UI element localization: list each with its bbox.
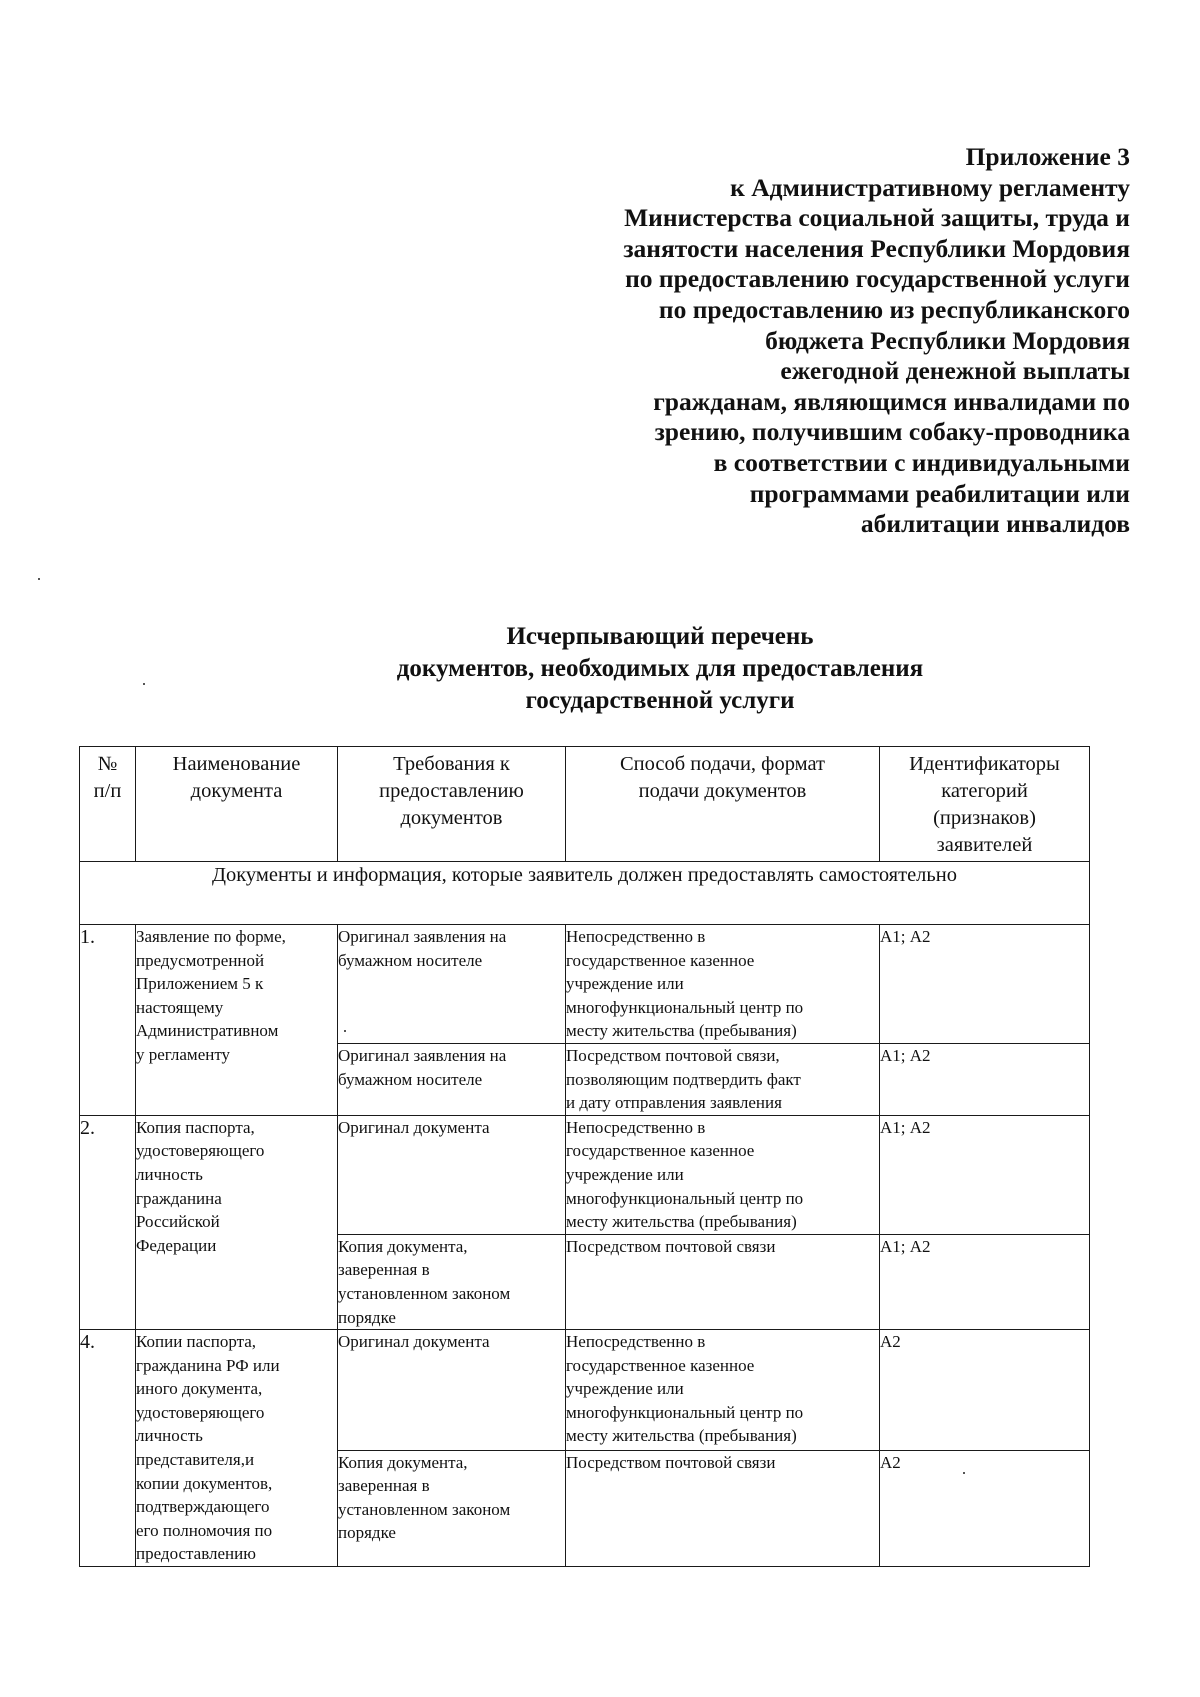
method-cell: Посредством почтовой связи, позволяющим подтвердить факт и дату отправления заявления [566,1043,880,1115]
appendix-line: по предоставлению из республиканского [658,294,1130,324]
table-row [80,1115,1090,1234]
ids-cell: А1; А2 [880,1234,1090,1329]
requirement-cell: Копия документа, заверенная в установленном законом порядке [338,1450,566,1566]
appendix-line: гражданам, являющимся инвалидами по [653,386,1130,416]
requirement-cell: Оригинал документа [338,1330,566,1450]
ids-cell: А1; А2 [880,1043,1090,1115]
row-number: 1. [80,925,136,1116]
header-requirements: Требования к предоставлению документов [338,747,566,862]
appendix-line: программами реабилитации или [749,478,1130,508]
appendix-line: бюджета Республики Мордовия [765,325,1130,355]
appendix-line: зрению, получившим собаку-проводника [654,417,1130,447]
section-title: Документы и информация, которые заявитель должен предоставлять самостоятельно [80,862,1090,925]
document-name: Копия паспорта, удостоверяющего личность гражданина Российской Федерации [136,1115,338,1329]
scan-speck [143,683,145,685]
method-cell: Посредством почтовой связи [566,1450,880,1566]
row-number: 4. [80,1330,136,1567]
table-row [80,1330,1090,1450]
appendix-line: занятости населения Республики Мордовия [623,233,1130,263]
requirement-cell: Оригинал заявления на бумажном носителе [338,1043,566,1115]
document-name: Копии паспорта, гражданина РФ или иного документа, удостоверяющего личность представителя,и копии документов, подтверждающего его полномочия по предоставлению [136,1330,338,1567]
appendix-line: по предоставлению государственной услуги [625,264,1130,294]
appendix-line: ежегодной денежной выплаты [780,356,1130,386]
scan-speck [38,578,40,580]
table-row [80,925,1090,1044]
appendix-header [510,142,1130,540]
method-cell: Непосредственно в государственное казенное учреждение или многофункциональный центр по месту жительства (пребывания) [566,1330,880,1450]
scan-speck [344,1030,346,1032]
table-header-row [80,747,1090,862]
scan-speck [963,1472,965,1474]
requirement-cell: Копия документа, заверенная в установленном законом порядке [338,1234,566,1329]
title-line: государственной услуги [525,687,795,714]
ids-cell: А2 [880,1330,1090,1450]
appendix-line: Министерства социальной защиты, труда и [624,203,1130,233]
header-applicant-ids: Идентификаторы категорий (признаков) заявителей [880,747,1090,862]
header-document-name: Наименование документа [136,747,338,862]
document-title [0,621,1200,717]
row-number: 2. [80,1115,136,1329]
documents-table [79,746,1090,1567]
method-cell: Непосредственно в государственное казенное учреждение или многофункциональный центр по месту жительства (пребывания) [566,925,880,1044]
section-row [80,862,1090,925]
header-submission-method: Способ подачи, формат подачи документов [566,747,880,862]
title-line: Исчерпывающий перечень [506,623,814,650]
ids-cell: А1; А2 [880,1115,1090,1234]
requirement-cell: Оригинал заявления на бумажном носителе [338,925,566,1044]
method-cell: Посредством почтовой связи [566,1234,880,1329]
appendix-line: Приложение 3 [965,142,1130,171]
appendix-line: к Административному регламенту [730,172,1130,202]
requirement-cell: Оригинал документа [338,1115,566,1234]
method-cell: Непосредственно в государственное казенное учреждение или многофункциональный центр по месту жительства (пребывания) [566,1115,880,1234]
title-line: документов, необходимых для предоставления [396,655,924,682]
ids-cell: А2 [880,1450,1090,1566]
header-number: № п/п [80,747,136,862]
appendix-line: в соответствии с индивидуальными [713,447,1130,477]
ids-cell: А1; А2 [880,925,1090,1044]
document-name: Заявление по форме, предусмотренной Приложением 5 к настоящему Административном у регламенту [136,925,338,1116]
appendix-line: абилитации инвалидов [860,509,1130,539]
